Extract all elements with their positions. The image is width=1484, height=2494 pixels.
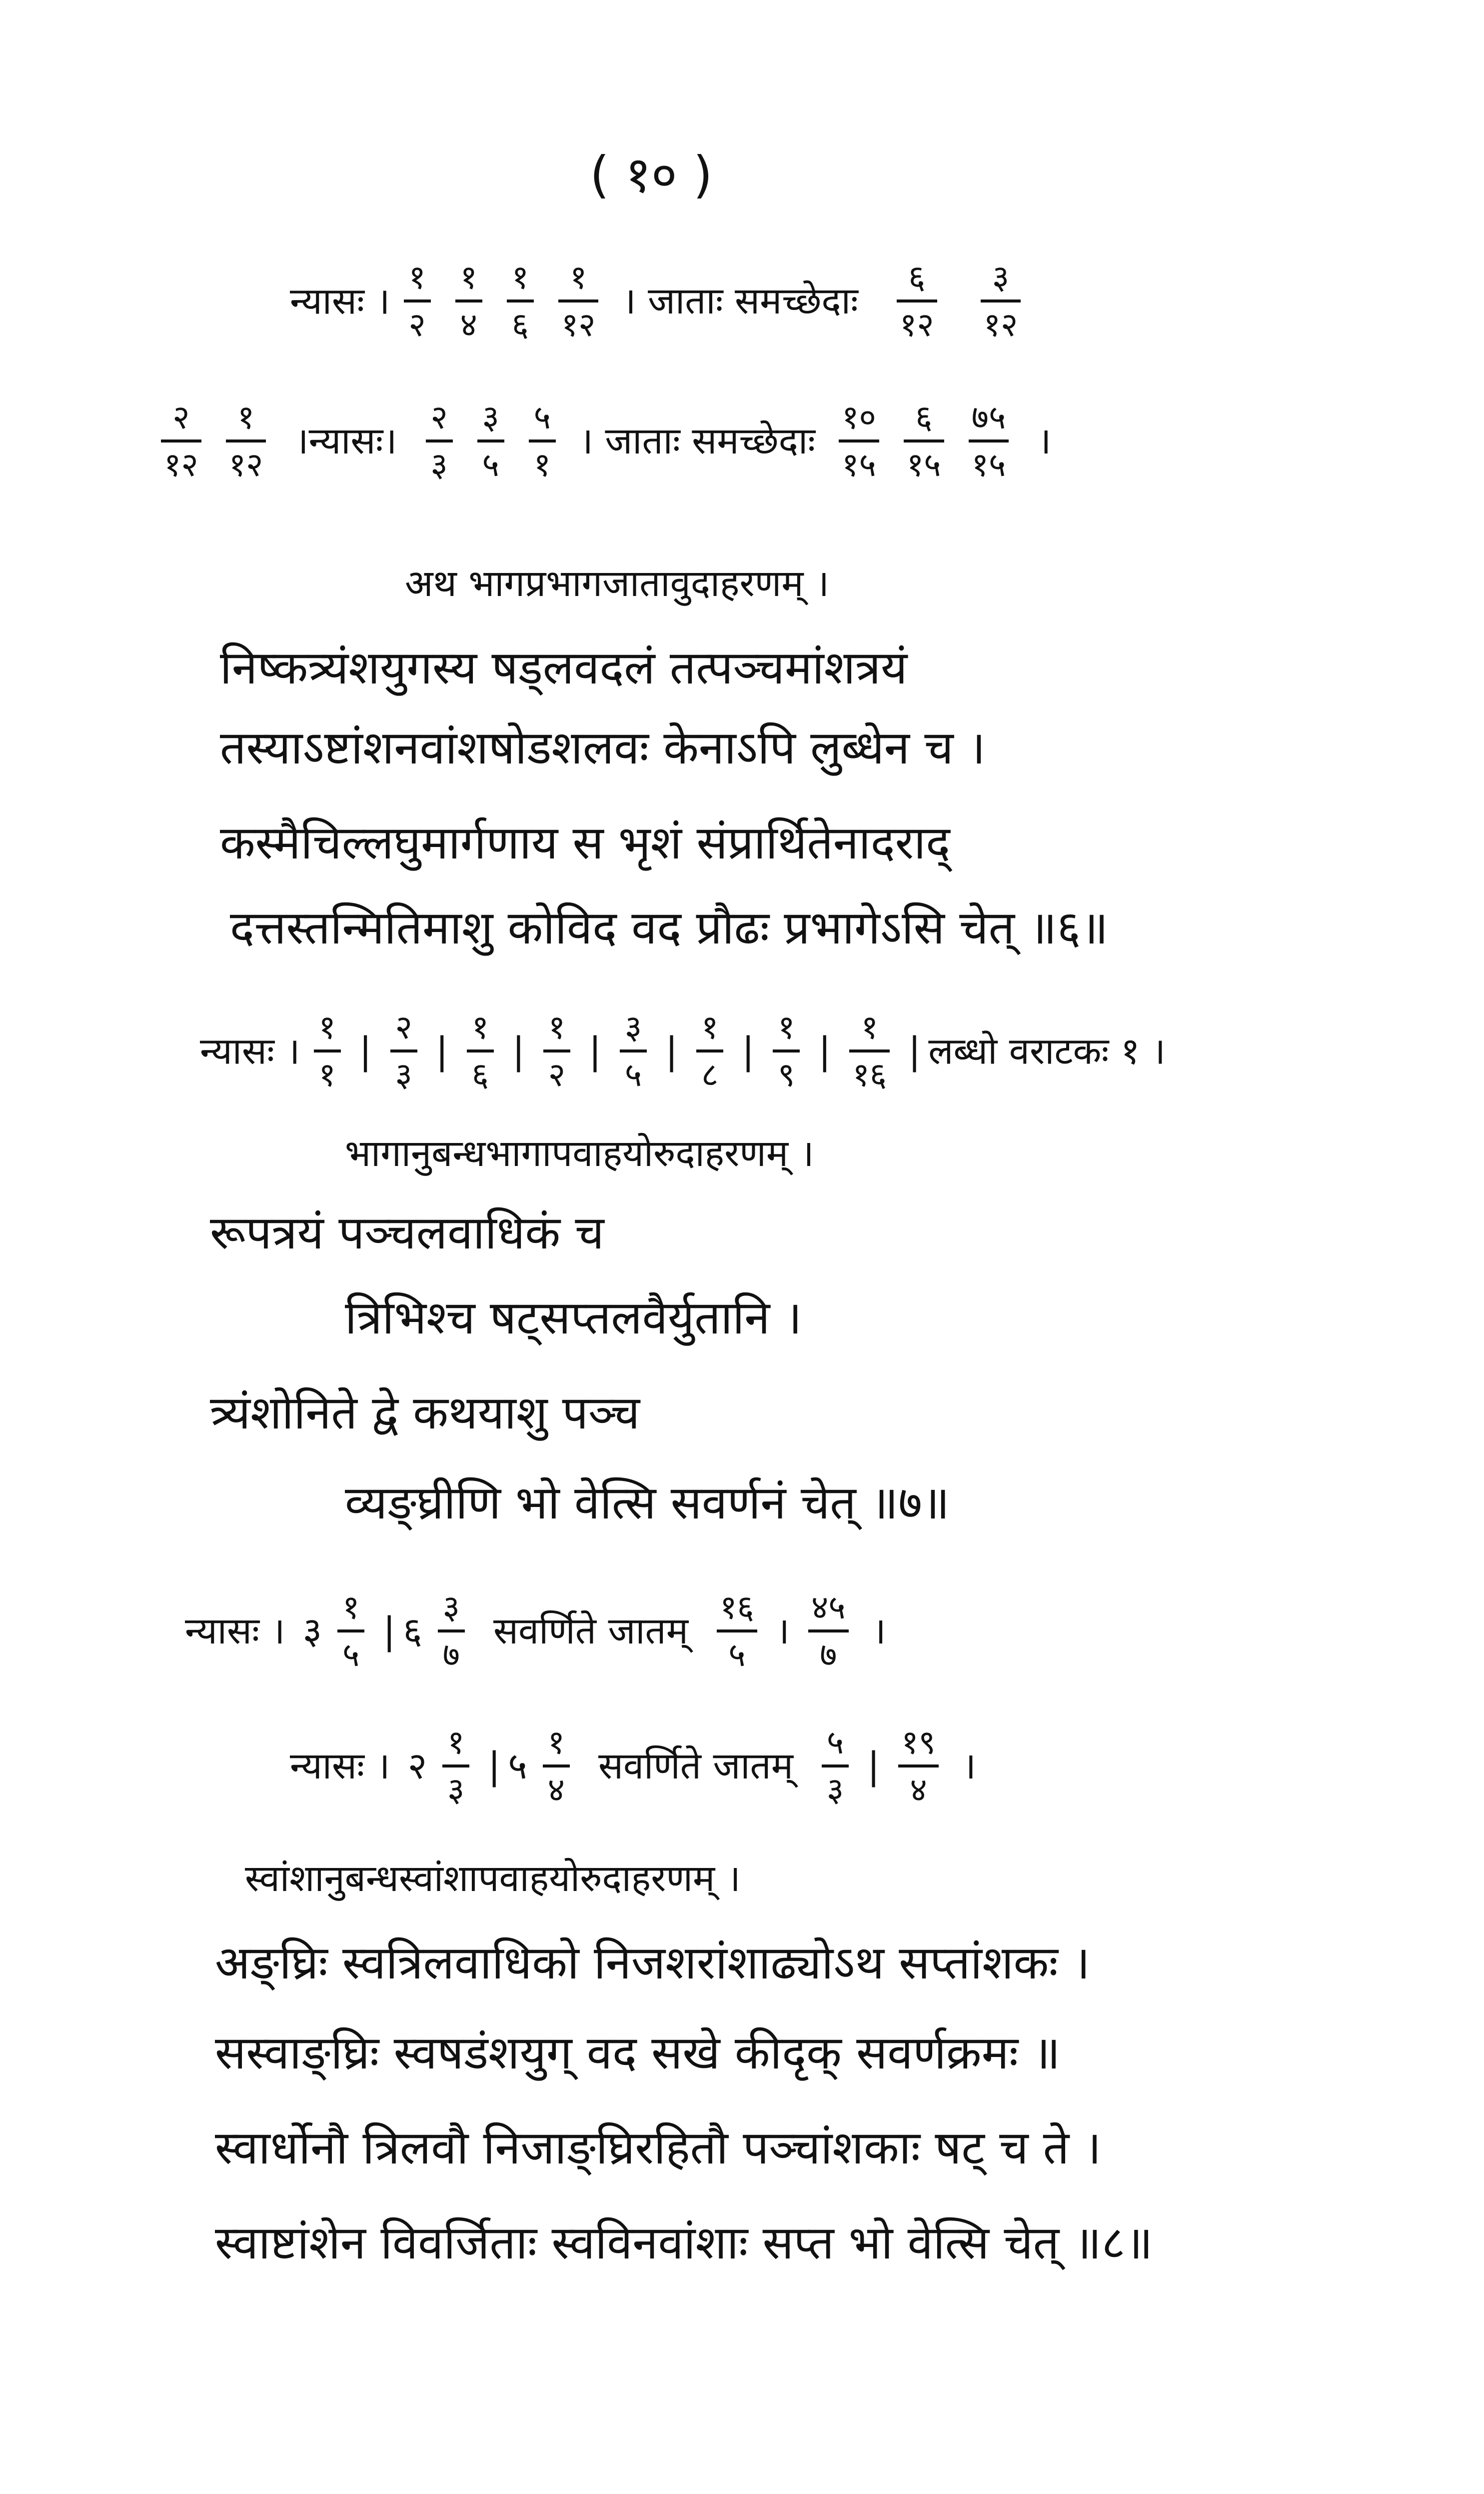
verse-6-line-3: कस्मैचिल्लघुमार्गणाय स भृशं संप्रार्थितेनादराद्: [220, 816, 950, 870]
fraction: १ १: [314, 1010, 341, 1092]
fraction: १ २: [543, 1010, 570, 1092]
nyasa-line-1: [290, 260, 1032, 342]
fraction: १ ८: [696, 1010, 723, 1092]
result-label: सवर्णिते जातम्: [598, 1744, 793, 1788]
separator: |: [867, 1744, 880, 1788]
fraction: १ ५: [337, 1590, 364, 1672]
separator: |: [665, 1030, 678, 1073]
danda: ।: [1037, 420, 1052, 463]
nyasa-line-2: [150, 400, 1051, 482]
nyasa-line-4: [185, 1590, 886, 1672]
fraction: १० १५: [839, 400, 879, 482]
nyasa-label: न्यासः ।: [290, 280, 390, 323]
danda: ।: [962, 1744, 976, 1788]
nyasa-label: न्यासः ।: [290, 1744, 390, 1788]
result-label: सवर्णिते जातम्: [493, 1610, 688, 1653]
separator: |: [908, 1030, 921, 1073]
fraction: ६ १५: [904, 400, 944, 482]
result-text: लब्धो वराटकः १ ।: [928, 1030, 1166, 1073]
verse-6-line-2: तस्याऽष्टांशनवांशषोडशलवः केनाऽपि लुब्धेन च ।: [220, 721, 986, 774]
separator: ।: [775, 1610, 790, 1653]
page-number: ( १० ): [590, 146, 713, 204]
separator: |: [589, 1030, 601, 1073]
fraction: ३ ५: [477, 400, 504, 482]
separator: |: [512, 1030, 525, 1073]
mixed-whole: ५: [508, 1744, 527, 1788]
verse-8-line-4: स्वाष्टांशेन विवर्जिताः स्वविनवांशाः सप्त भो वेत्सि चेत् ॥८॥: [215, 2216, 1153, 2270]
fraction: १ ९: [773, 1010, 800, 1092]
verse-7-line-2: त्रिभिश्च षट्सप्तलवैर्युतानि ।: [345, 1291, 802, 1344]
nyasa-line-3: [200, 1010, 1166, 1092]
verse-8-line-2: सस्वाङ्घ्रिः स्वषडंशयुग् वद सखे कीदृक् सवर्णक्रमः ॥: [215, 2026, 1061, 2080]
fraction: ७५ १५: [969, 400, 1009, 482]
verse-8-line-3: स्वार्धोनौ त्रिलवौ निजाङ्घ्रिरहितौ पञ्चांशकाः षट् च ते ।: [215, 2121, 1102, 2174]
fraction: १९ ४: [898, 1725, 939, 1808]
fraction: १ २: [404, 260, 431, 342]
fraction: १ ३: [442, 1725, 469, 1808]
fraction: १ १२: [226, 400, 266, 482]
result-label: । जाताः समच्छेदाः: [622, 280, 858, 323]
verse-7-line-3: त्र्यंशोनिते द्वे कथयाशु पञ्च: [210, 1386, 640, 1440]
result-label: । जाताः समच्छेदाः: [579, 420, 816, 463]
fraction: १६ ५: [717, 1590, 757, 1672]
fraction: ६ १२: [897, 260, 937, 342]
fraction: २ ३: [426, 400, 453, 482]
separator: |: [383, 1610, 396, 1653]
nyasa-line-5: [290, 1725, 976, 1808]
separator: |: [359, 1030, 372, 1073]
fraction: १ १२: [558, 260, 599, 342]
fraction: ४५ ७: [808, 1590, 849, 1672]
nyasa-label: न्यासः ।: [185, 1610, 285, 1653]
fraction: ५ ३: [822, 1725, 849, 1808]
fraction: ३ १२: [981, 260, 1021, 342]
separator: |: [742, 1030, 755, 1073]
fraction: २ ३: [390, 1010, 417, 1092]
verse-6-line-1: निष्कत्र्यंशयुगस्य षड्लवदलं तत्पञ्चमांशत्रयं: [220, 641, 908, 694]
fraction: २ १२: [161, 400, 201, 482]
fraction: ३ ५: [620, 1010, 647, 1092]
fraction: १ ६: [467, 1010, 494, 1092]
nyasa-label: ।न्यासः।: [294, 420, 397, 463]
verse-7-line-1: रूपत्रयं पञ्चलवाधिकं च: [210, 1206, 604, 1260]
separator: |: [818, 1030, 831, 1073]
section-heading-1: अथ भागप्रभागजातावुदाहरणम् ।: [405, 562, 830, 605]
danda: ।: [872, 1610, 886, 1653]
mixed-whole: २: [407, 1744, 427, 1788]
fraction: १ ४: [543, 1725, 570, 1808]
fraction: ३ ७: [438, 1590, 465, 1672]
separator: |: [435, 1030, 448, 1073]
section-heading-3: स्वांशानुबन्धस्वांशापवाहयोरुदाहरणम् ।: [245, 1857, 741, 1900]
section-heading-2: भागानुबन्धभागापवाहयोरुदाहरणम् ।: [345, 1132, 814, 1175]
verse-8-line-1: अङ्घ्रिः स्वत्रिलवाधिको निजशरांशाढ्योऽथ सप्तांशकः ।: [215, 1936, 1090, 1990]
nyasa-label: न्यासः ।: [200, 1030, 300, 1073]
mixed-whole: ३: [302, 1610, 322, 1653]
verse-7-line-4: व्यङ्घ्रीणि भो वेत्सि सवर्णनं चेत् ॥७॥: [345, 1476, 950, 1530]
separator: |: [488, 1744, 501, 1788]
verse-6-line-4: दत्तस्तन्मितिमाशु कोविद वद प्रौढः प्रभागेऽसि चेत् ॥६॥: [230, 901, 1109, 954]
fraction: १ ६: [507, 260, 534, 342]
fraction: १ ४: [455, 260, 482, 342]
fraction: १ १६: [849, 1010, 890, 1092]
fraction: ५ १: [529, 400, 556, 482]
mixed-whole: ६: [403, 1610, 422, 1653]
